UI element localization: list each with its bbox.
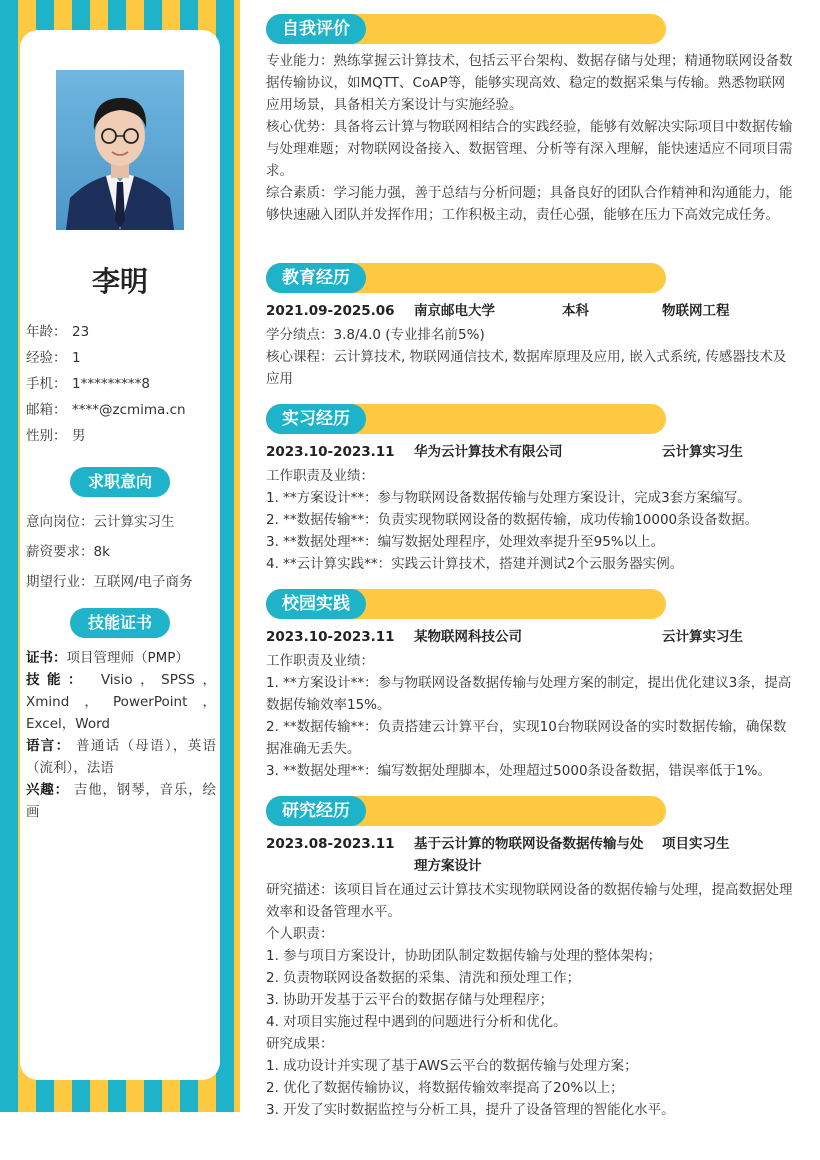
campus-line: 1. **方案设计**：参与物联网设备数据传输与处理方案的制定，提出优化建议3条，提高数据传输效率15%。 (266, 675, 792, 713)
self-eval-paragraph: 核心优势：具备将云计算与物联网相结合的实践经验，能够有效解决实际项目中数据传输与处理难题；对物联网设备接入、数据管理、分析等有深入理解，能快速适应不同项目需求。 (266, 119, 793, 179)
research-line: 3. 开发了实时数据监控与分析工具，提升了设备管理的智能化水平。 (266, 1102, 675, 1118)
self-eval-text (266, 50, 796, 226)
section-title: 校园实践 (266, 589, 366, 619)
intern-date: 2023.10-2023.11 (266, 444, 395, 460)
skill-cert: 证书：项目管理师（PMP） (26, 650, 189, 666)
education-details (266, 324, 796, 390)
sidebar (0, 0, 240, 1112)
section-title: 教育经历 (266, 263, 366, 293)
research-line: 个人职责： (266, 926, 334, 942)
intern-line: 1. **方案设计**：参与物联网设备数据传输与处理方案设计，完成3套方案编写。 (266, 490, 751, 506)
research-line: 1. 成功设计并实现了基于AWS云平台的数据传输与处理方案； (266, 1058, 638, 1074)
campus-role: 云计算实习生 (662, 629, 743, 645)
internship-details (266, 465, 796, 575)
intent-salary: 薪资要求：8k (26, 544, 110, 560)
edu-degree: 本科 (562, 303, 589, 319)
research-line: 3. 协助开发基于云平台的数据存储与处理程序； (266, 992, 554, 1008)
research-line: 4. 对项目实施过程中遇到的问题进行分析和优化。 (266, 1014, 567, 1030)
section-title: 自我评价 (266, 14, 366, 44)
section-internship (266, 404, 666, 434)
research-line: 研究成果： (266, 1036, 334, 1052)
intent-heading: 求职意向 (70, 467, 170, 497)
research-details (266, 879, 796, 1121)
info-gender: 性别： 男 (26, 428, 86, 444)
info-email: 邮箱： ****@zcmima.cn (26, 402, 186, 418)
research-line: 2. 优化了数据传输协议，将数据传输效率提高了20%以上； (266, 1080, 624, 1096)
skills-heading: 技能证书 (70, 608, 170, 638)
sidebar-card (20, 30, 220, 1080)
self-eval-paragraph: 综合素质：学习能力强，善于总结与分析问题；具备良好的团队合作精神和沟通能力，能够快速融入团队并发挥作用；工作积极主动，责任心强，能够在压力下高效完成任务。 (266, 185, 793, 223)
section-title: 实习经历 (266, 404, 366, 434)
research-line: 1. 参与项目方案设计，协助团队制定数据传输与处理的整体架构； (266, 948, 662, 964)
section-title: 研究经历 (266, 796, 366, 826)
skill-tools: 技能： Visio，SPSS，Xmind，PowerPoint，Excel，Word (26, 672, 217, 732)
intern-line: 3. **数据处理**：编写数据处理程序，处理效率提升至95%以上。 (266, 534, 665, 550)
campus-line: 2. **数据传输**：负责搭建云计算平台，实现10台物联网设备的实时数据传输，确保数据准确无丢失。 (266, 719, 787, 757)
edu-line: 核心课程：云计算技术, 物联网通信技术, 数据库原理及应用, 嵌入式系统, 传感器技术及应用 (266, 349, 787, 387)
edu-school: 南京邮电大学 (414, 303, 495, 319)
intern-role: 云计算实习生 (662, 444, 743, 460)
info-phone: 手机： 1*********8 (26, 376, 150, 392)
section-campus (266, 589, 666, 619)
intent-position: 意向岗位：云计算实习生 (26, 514, 175, 530)
skills-list (26, 647, 216, 823)
info-experience: 经验： 1 (26, 350, 81, 366)
campus-line: 3. **数据处理**：编写数据处理脚本，处理超过5000条设备数据，错误率低于1%。 (266, 763, 771, 779)
research-role: 项目实习生 (662, 836, 730, 852)
skill-language: 语言： 普通话（母语），英语（流利），法语 (26, 738, 217, 776)
profile-photo (56, 70, 184, 230)
edu-line: 学分绩点：3.8/4.0 (专业排名前5%) (266, 327, 485, 343)
skill-hobbies: 兴趣： 吉他，钢琴，音乐，绘画 (26, 782, 216, 820)
campus-details (266, 650, 796, 782)
info-age: 年龄： 23 (26, 324, 90, 340)
research-project: 基于云计算的物联网设备数据传输与处理方案设计 (414, 836, 644, 874)
research-line: 2. 负责物联网设备数据的采集、清洗和预处理工作； (266, 970, 581, 986)
research-header (266, 833, 798, 877)
edu-major: 物联网工程 (662, 303, 730, 319)
section-research (266, 796, 666, 826)
campus-line: 工作职责及业绩： (266, 653, 374, 669)
section-education (266, 263, 666, 293)
research-line: 研究描述：该项目旨在通过云计算技术实现物联网设备的数据传输与处理，提高数据处理效率和设备管理水平。 (266, 882, 793, 920)
self-eval-paragraph: 专业能力：熟练掌握云计算技术，包括云平台架构、数据存储与处理；精通物联网设备数据传输协议，如MQTT、CoAP等，能够实现高效、稳定的数据采集与传输。熟悉物联网应用场景，具备相关方案设计与实施经验。 (266, 53, 793, 113)
research-date: 2023.08-2023.11 (266, 836, 395, 852)
section-self-eval (266, 14, 666, 44)
campus-date: 2023.10-2023.11 (266, 629, 395, 645)
campus-company: 某物联网科技公司 (414, 629, 522, 645)
intern-company: 华为云计算技术有限公司 (414, 444, 563, 460)
edu-date: 2021.09-2025.06 (266, 303, 395, 319)
intern-line: 工作职责及业绩： (266, 468, 374, 484)
candidate-name: 李明 (91, 265, 148, 298)
intern-line: 4. **云计算实践**：实践云计算技术，搭建并测试2个云服务器实例。 (266, 556, 684, 572)
intent-industry: 期望行业：互联网/电子商务 (26, 574, 193, 590)
intern-line: 2. **数据传输**：负责实现物联网设备的数据传输，成功传输10000条设备数据。 (266, 512, 759, 528)
